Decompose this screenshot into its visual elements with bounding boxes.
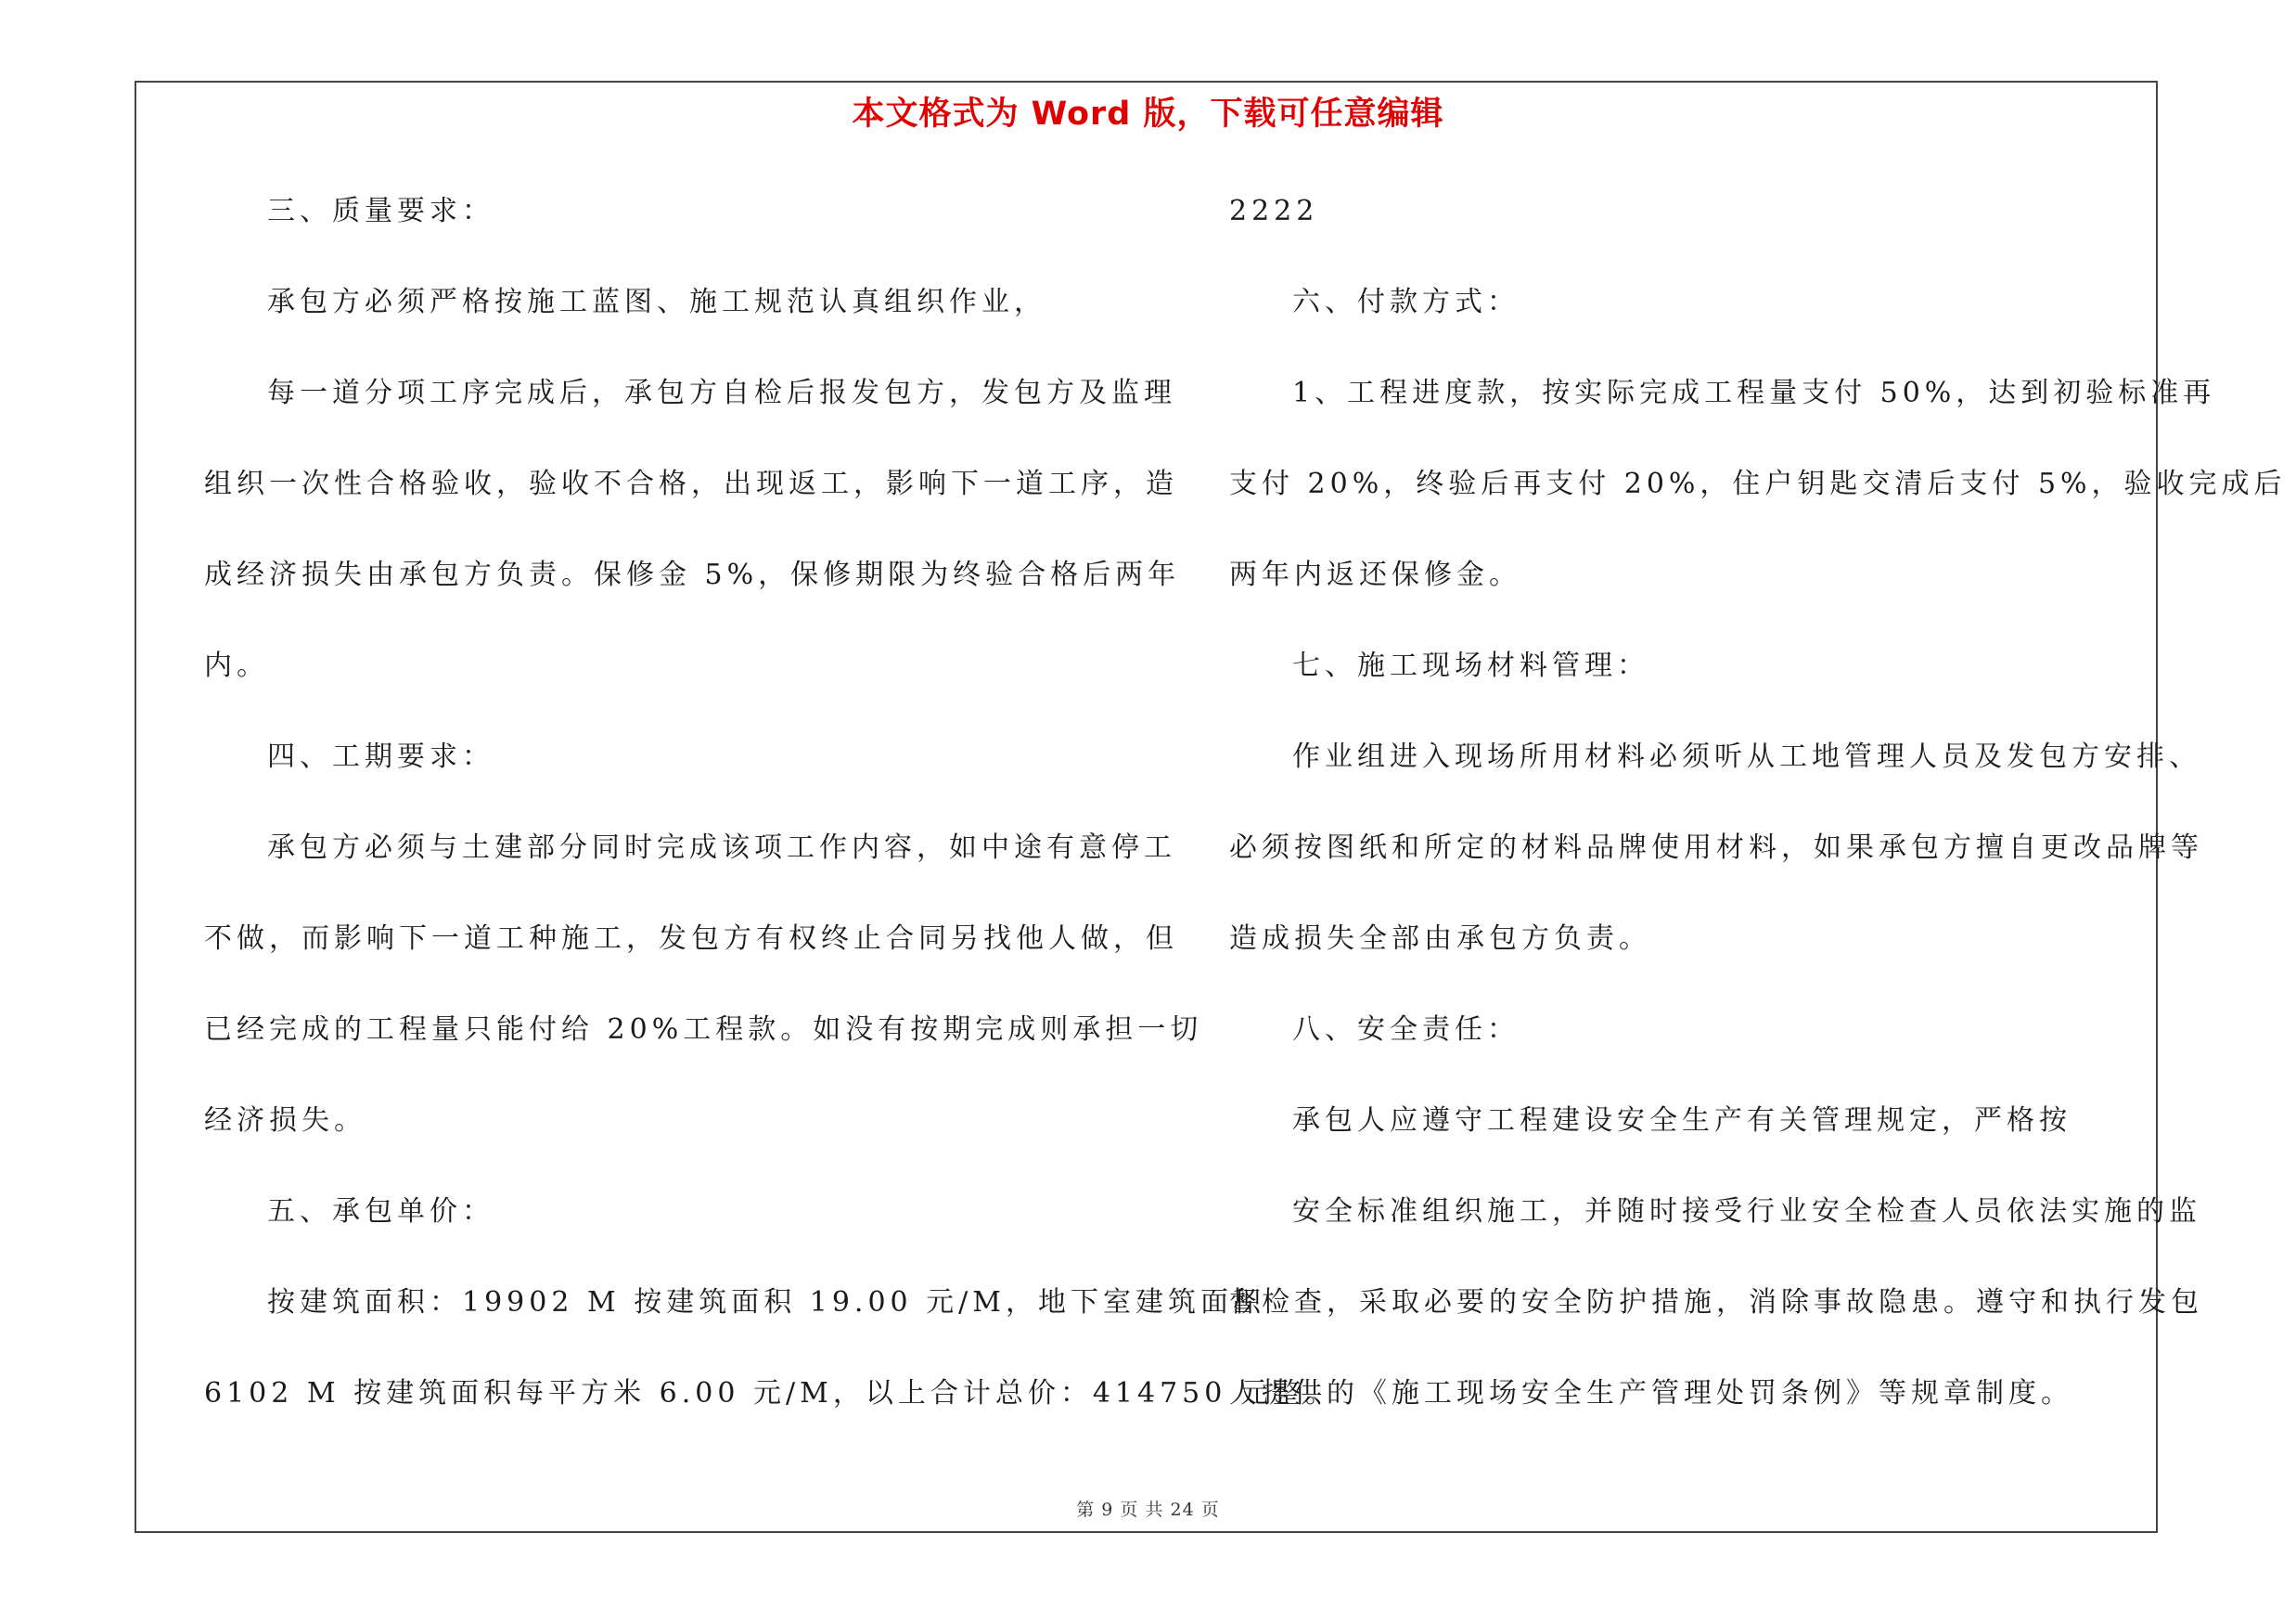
text-line: 承包人应遵守工程建设安全生产有关管理规定，严格按 xyxy=(1292,1104,2072,1137)
text-line: 已经完成的工程量只能付给 20%工程款。如没有按期完成则承担一切 xyxy=(204,1013,1203,1046)
text-line: 成经济损失由承包方负责。保修金 5%，保修期限为终验合格后两年 xyxy=(204,559,1181,591)
document-banner: 本文格式为 Word 版，下载可任意编辑 xyxy=(852,96,1444,133)
text-line: 必须按图纸和所定的材料品牌使用材料，如果承包方擅自更改品牌等 xyxy=(1229,831,2203,864)
page-footer: 第 9 页 共 24 页 xyxy=(1076,1500,1220,1520)
text-line: 七、施工现场材料管理： xyxy=(1292,650,1649,682)
text-line: 督检查，采取必要的安全防护措施，消除事故隐患。遵守和执行发包 xyxy=(1229,1286,2203,1319)
text-line: 每一道分项工序完成后，承包方自检后报发包方，发包方及监理 xyxy=(267,377,1176,409)
text-line: 承包方必须与土建部分同时完成该项工作内容，如中途有意停工 xyxy=(267,831,1176,864)
text-line: 八、安全责任： xyxy=(1292,1013,1520,1046)
text-line: 组织一次性合格验收，验收不合格，出现返工，影响下一道工序，造 xyxy=(204,468,1178,500)
text-line: 五、承包单价： xyxy=(267,1195,494,1228)
text-line: 六、付款方式： xyxy=(1292,286,1520,318)
text-line: 造成损失全部由承包方负责。 xyxy=(1229,922,1651,955)
text-line: 内。 xyxy=(204,650,269,682)
text-line: 1、工程进度款，按实际完成工程量支付 50%，达到初验标准再 xyxy=(1292,377,2216,409)
text-line: 作业组进入现场所用材料必须听从工地管理人员及发包方安排、 xyxy=(1292,741,2201,773)
text-line: 2222 xyxy=(1229,195,1319,227)
text-line: 两年内返还保修金。 xyxy=(1229,559,1521,591)
text-line: 三、质量要求： xyxy=(267,195,494,227)
right-column xyxy=(1229,184,2287,1457)
text-line: 按建筑面积：19902 M 按建筑面积 19.00 元/M，地下室建筑面积 xyxy=(267,1286,1266,1319)
text-line: 经济损失。 xyxy=(204,1104,366,1137)
text-line: 四、工期要求： xyxy=(267,741,494,773)
text-line: 支付 20%，终验后再支付 20%，住户钥匙交清后支付 5%，验收完成后 xyxy=(1229,468,2287,500)
text-line: 安全标准组织施工，并随时接受行业安全检查人员依法实施的监 xyxy=(1292,1195,2201,1228)
text-line: 6102 M 按建筑面积每平方米 6.00 元/M，以上合计总价：414750 元整。 xyxy=(204,1377,1338,1410)
text-line: 人提供的《施工现场安全生产管理处罚条例》等规章制度。 xyxy=(1229,1377,2073,1410)
text-line: 承包方必须严格按施工蓝图、施工规范认真组织作业， xyxy=(267,286,1046,318)
text-line: 不做，而影响下一道工种施工，发包方有权终止合同另找他人做，但 xyxy=(204,922,1178,955)
